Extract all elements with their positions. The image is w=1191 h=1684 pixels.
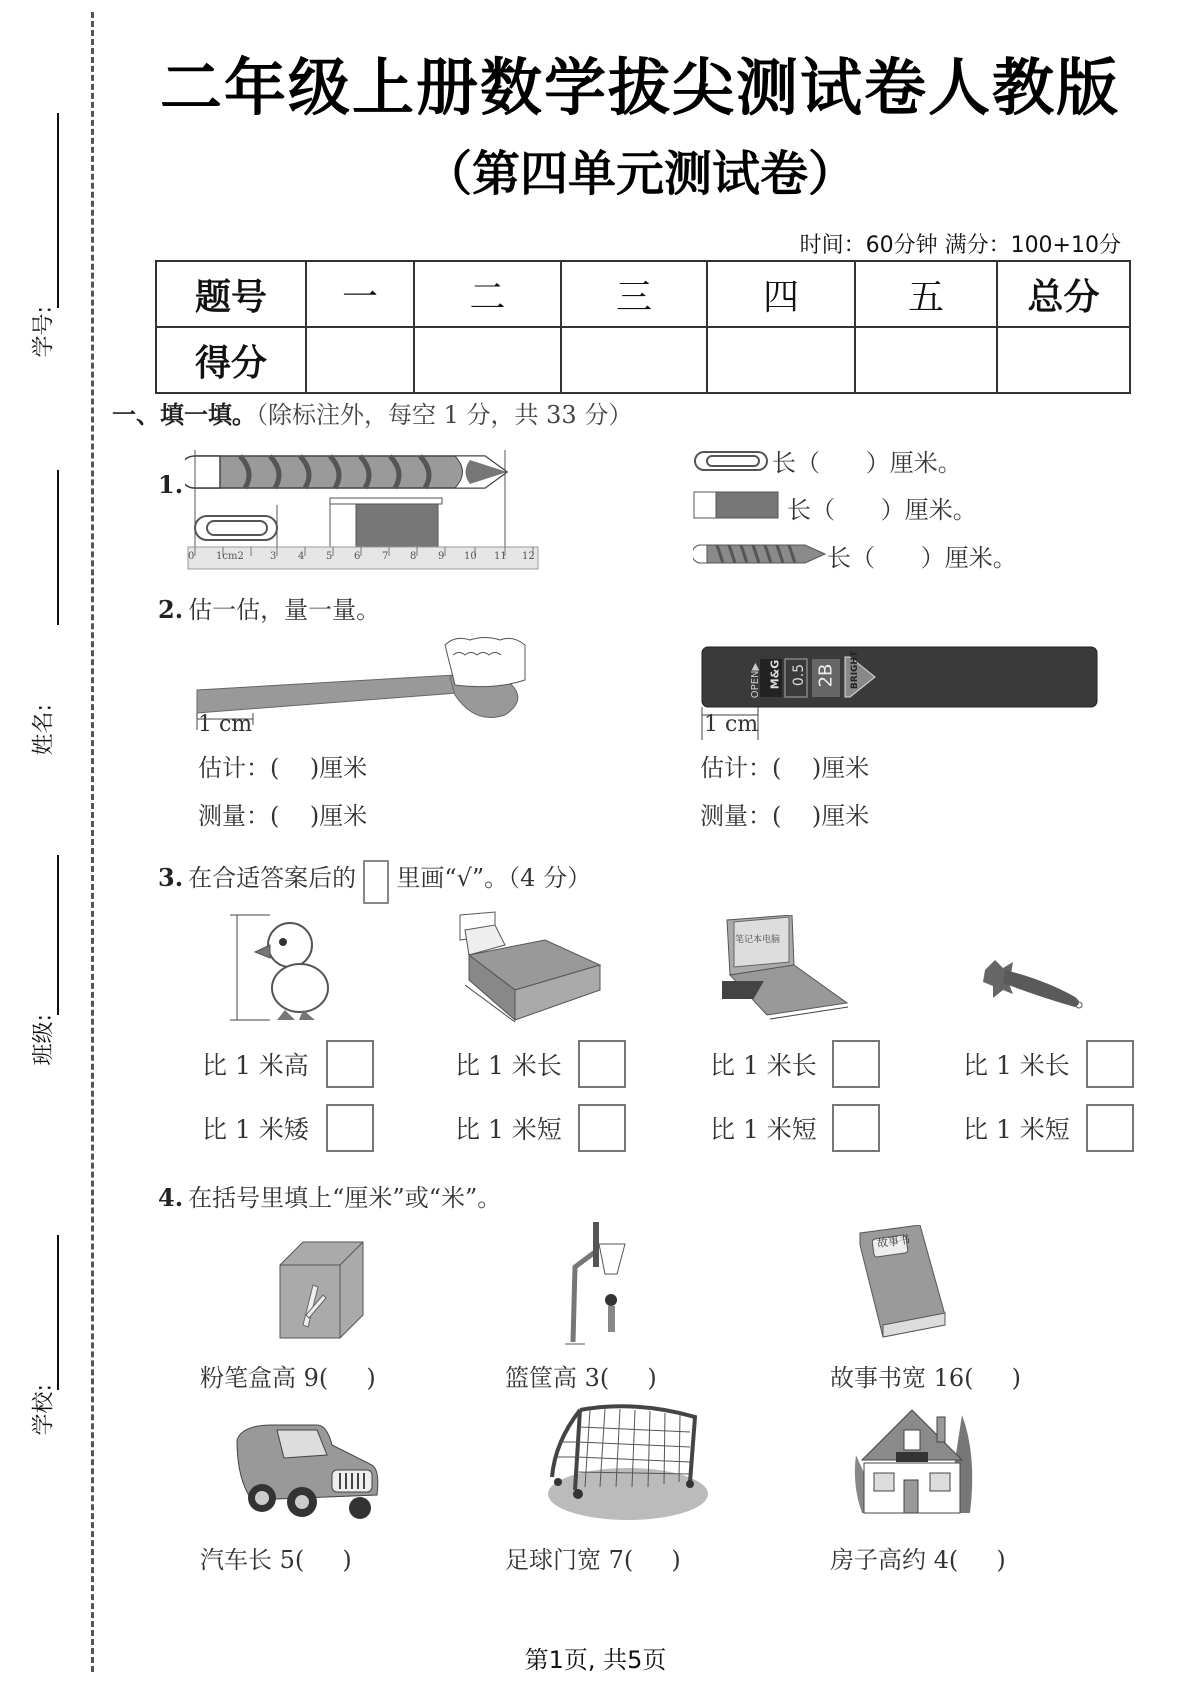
q2-text: 估一估，量一量。 [188, 596, 381, 624]
ruler-tick: 1cm2 [216, 551, 244, 562]
header-cell: 一 [306, 261, 414, 327]
ruler-tick: 11 [494, 551, 507, 562]
car-blank[interactable]: 汽车长 5( ) [200, 1546, 352, 1574]
paperclip-icon [195, 516, 277, 540]
example-checkbox [363, 860, 389, 904]
ruler-tick: 3 [270, 551, 277, 562]
laptop-screen-label: 笔记本电脑 [735, 935, 781, 945]
section-heading [112, 395, 632, 430]
duckling-option-shorter: 比 1 米矮 [202, 1115, 309, 1144]
class-line [57, 855, 59, 1015]
page-subtitle: （第四单元测试卷） [423, 146, 856, 202]
name-line [57, 470, 59, 625]
class-label: 班级: [31, 1014, 57, 1066]
ruler-tick: 9 [438, 551, 445, 562]
duckling-icon [225, 910, 345, 1025]
q3-text-after: 里画“√”。（4 分） [396, 864, 592, 892]
bed-shorter-checkbox[interactable] [578, 1104, 626, 1152]
basketball-hoop-icon [565, 1222, 650, 1347]
score-table-header-row [156, 261, 1130, 327]
score-cell[interactable] [997, 327, 1130, 393]
q3-text-before: 在合适答案后的 [188, 864, 357, 892]
soccer-goal-blank[interactable]: 足球门宽 7( ) [505, 1546, 681, 1574]
ruler-tick: 7 [382, 551, 389, 562]
header-cell: 三 [561, 261, 707, 327]
duckling-taller-checkbox[interactable] [326, 1040, 374, 1088]
cucumber-option-longer: 比 1 米长 [963, 1051, 1070, 1080]
case-estimate[interactable]: 估计：( )厘米 [700, 754, 870, 782]
name-label: 姓名: [31, 704, 57, 756]
bed-option-shorter: 比 1 米短 [455, 1115, 562, 1144]
laptop-option-shorter: 比 1 米短 [710, 1115, 817, 1144]
header-cell: 题号 [156, 261, 306, 327]
laptop-longer-checkbox[interactable] [832, 1040, 880, 1088]
bed-option-longer: 比 1 米长 [455, 1051, 562, 1080]
score-table [155, 260, 1131, 394]
cucumber-longer-checkbox[interactable] [1086, 1040, 1134, 1088]
ruler-tick: 5 [326, 551, 333, 562]
case-grade-label: 2B [815, 663, 837, 688]
ruler-tick: 10 [464, 551, 477, 562]
case-size-label: 0.5 [791, 663, 808, 687]
eraser-icon [330, 498, 442, 548]
chalk-box-blank[interactable]: 粉笔盒高 9( ) [200, 1364, 376, 1392]
toothbrush-unit-label: 1 cm [198, 712, 253, 737]
binding-dashed-line [91, 12, 94, 1672]
student-id-line [57, 113, 59, 308]
house-blank[interactable]: 房子高约 4( ) [830, 1546, 1006, 1574]
soccer-goal-icon [540, 1402, 710, 1522]
school-line [57, 1235, 59, 1390]
bed-icon [455, 910, 615, 1025]
q3-heading [158, 858, 591, 904]
car-icon [232, 1420, 382, 1520]
header-cell: 五 [855, 261, 997, 327]
case-unit-label: 1 cm [704, 712, 759, 737]
case-measure[interactable]: 测量：( )厘米 [700, 802, 870, 830]
header-cell: 总分 [997, 261, 1130, 327]
exam-meta: 时间：60分钟 满分：100+10分 [799, 233, 1121, 258]
cucumber-shorter-checkbox[interactable] [1086, 1104, 1134, 1152]
header-cell: 二 [414, 261, 561, 327]
q1-blank-eraser[interactable]: 长（ ）厘米。 [787, 496, 977, 524]
case-brand-label: M&G [768, 659, 782, 690]
student-id-label: 学号: [31, 306, 57, 358]
score-cell[interactable] [707, 327, 855, 393]
paperclip-icon [693, 448, 773, 474]
bed-longer-checkbox[interactable] [578, 1040, 626, 1088]
house-icon [852, 1405, 982, 1520]
laptop-shorter-checkbox[interactable] [832, 1104, 880, 1152]
score-cell[interactable] [855, 327, 997, 393]
basketball-hoop-blank[interactable]: 篮筐高 3( ) [505, 1364, 657, 1392]
eraser-icon [693, 490, 783, 520]
cucumber-icon [975, 955, 1090, 1015]
section-note: （除标注外，每空 1 分，共 33 分） [256, 401, 633, 429]
score-row-label: 得分 [156, 327, 306, 393]
score-cell[interactable] [561, 327, 707, 393]
case-bright-label: BRIGHT [850, 650, 861, 690]
cucumber-option-shorter: 比 1 米短 [963, 1115, 1070, 1144]
toothbrush-measure[interactable]: 测量：( )厘米 [198, 802, 368, 830]
duckling-option-taller: 比 1 米高 [202, 1051, 309, 1080]
section-title: 一、填一填。 [112, 401, 256, 429]
storybook-cover-label: 故事书 [876, 1232, 911, 1251]
page-title: 二年级上册数学拔尖测试卷人教版 [159, 51, 1120, 124]
q2-number: 2. [158, 595, 184, 624]
case-open-label: OPEN▶ [750, 662, 762, 699]
score-cell[interactable] [414, 327, 561, 393]
header-cell: 四 [707, 261, 855, 327]
q4-text: 在括号里填上“厘米”或“米”。 [188, 1184, 502, 1212]
score-cell[interactable] [306, 327, 414, 393]
ruler-tick: 6 [354, 551, 361, 562]
chalk-box-icon [278, 1240, 368, 1340]
ruler-tick: 12 [522, 551, 535, 562]
q1-blank-paperclip[interactable]: 长（ ）厘米。 [772, 449, 962, 477]
pencil-icon [185, 456, 507, 488]
school-label: 学校: [31, 1384, 57, 1436]
pencil-icon [693, 542, 828, 566]
q4-heading [158, 1178, 501, 1213]
q4-number: 4. [158, 1183, 184, 1212]
page-number: 第1页, 共5页 [524, 1646, 667, 1674]
ruler-tick: 8 [410, 551, 417, 562]
toothbrush-estimate[interactable]: 估计：( )厘米 [198, 754, 368, 782]
ruler-tick: 0 [188, 551, 195, 562]
duckling-shorter-checkbox[interactable] [326, 1104, 374, 1152]
laptop-option-longer: 比 1 米长 [710, 1051, 817, 1080]
ruler-tick: 4 [298, 551, 305, 562]
storybook-blank[interactable]: 故事书宽 16( ) [830, 1364, 1022, 1392]
q1-blank-pencil[interactable]: 长（ ）厘米。 [827, 544, 1017, 572]
score-table-score-row [156, 327, 1130, 393]
q2-heading [158, 590, 380, 625]
q1-number: 1. [158, 470, 184, 499]
q3-number: 3. [158, 863, 184, 892]
